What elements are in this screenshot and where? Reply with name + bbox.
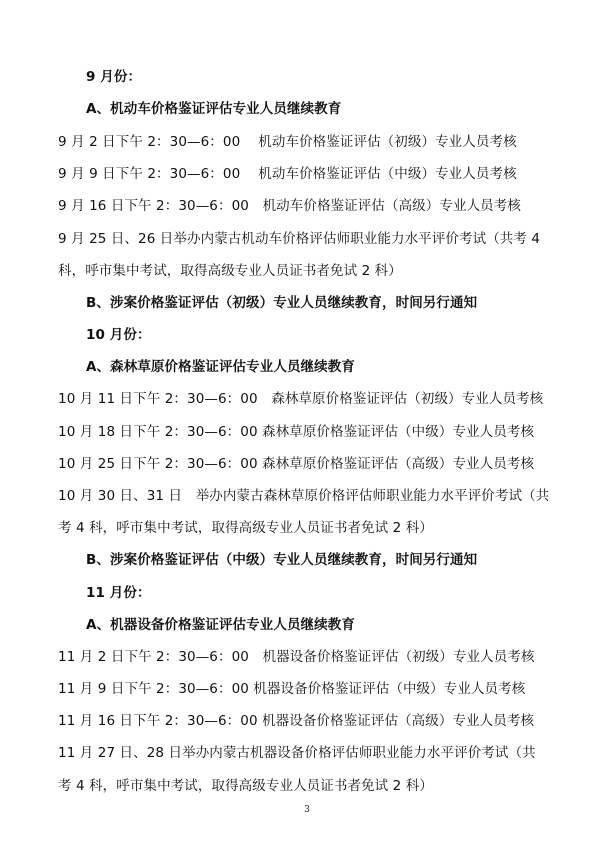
schedule-entry: 10 月 18 日下午 2：30—6：00 森林草原价格鉴证评估（中级）专业人员考核 (58, 424, 535, 440)
exam-notice-line: 考 4 科，呼市集中考试，取得高级专业人员证书者免试 2 科） (58, 778, 433, 794)
section-title-forest-education: A、森林草原价格鉴证评估专业人员继续教育 (86, 359, 355, 375)
schedule-entry: 10 月 25 日下午 2：30—6：00 森林草原价格鉴证评估（高级）专业人员考核 (58, 456, 535, 472)
section-title-case-education-junior: B、涉案价格鉴证评估（初级）专业人员继续教育，时间另行通知 (86, 295, 478, 311)
month-heading-september: 9 月份： (86, 69, 142, 85)
schedule-entry: 11 月 16 日下午 2：30—6：00 机器设备价格鉴证评估（高级）专业人员考核 (58, 713, 535, 729)
page-number: 3 (304, 805, 310, 815)
exam-notice-line: 9 月 25 日、26 日举办内蒙古机动车价格评估师职业能力水平评价考试（共考 4 (58, 231, 541, 247)
schedule-entry: 9 月 9 日下午 2：30—6：00 机动车价格鉴证评估（中级）专业人员考核 (58, 166, 517, 182)
schedule-entry: 11 月 9 日下午 2：30—6：00 机器设备价格鉴证评估（中级）专业人员考核 (58, 681, 526, 697)
exam-notice-line: 考 4 科，呼市集中考试，取得高级专业人员证书者免试 2 科） (58, 520, 433, 536)
schedule-entry: 10 月 11 日下午 2：30—6：00 森林草原价格鉴证评估（初级）专业人员考核 (58, 391, 544, 407)
schedule-entry: 11 月 2 日下午 2：30—6：00 机器设备价格鉴证评估（初级）专业人员考核 (58, 649, 535, 665)
schedule-entry: 9 月 16 日下午 2：30—6：00 机动车价格鉴证评估（高级）专业人员考核 (58, 198, 521, 214)
schedule-entry: 9 月 2 日下午 2：30—6：00 机动车价格鉴证评估（初级）专业人员考核 (58, 134, 517, 150)
exam-notice-line: 科，呼市集中考试，取得高级专业人员证书者免试 2 科） (58, 263, 402, 279)
section-title-case-education-intermediate: B、涉案价格鉴证评估（中级）专业人员继续教育，时间另行通知 (86, 552, 478, 568)
month-heading-november: 11 月份： (86, 585, 151, 601)
exam-notice-line: 10 月 30 日、31 日 举办内蒙古森林草原价格评估师职业能力水平评价考试（共 (58, 488, 550, 504)
month-heading-october: 10 月份： (86, 327, 151, 343)
section-title-equipment-education: A、机器设备价格鉴证评估专业人员继续教育 (86, 617, 355, 633)
section-title-vehicle-education: A、机动车价格鉴证评估专业人员继续教育 (86, 101, 342, 117)
exam-notice-line: 11 月 27 日、28 日举办内蒙古机器设备价格评估师职业能力水平评价考试（共 (58, 745, 536, 761)
